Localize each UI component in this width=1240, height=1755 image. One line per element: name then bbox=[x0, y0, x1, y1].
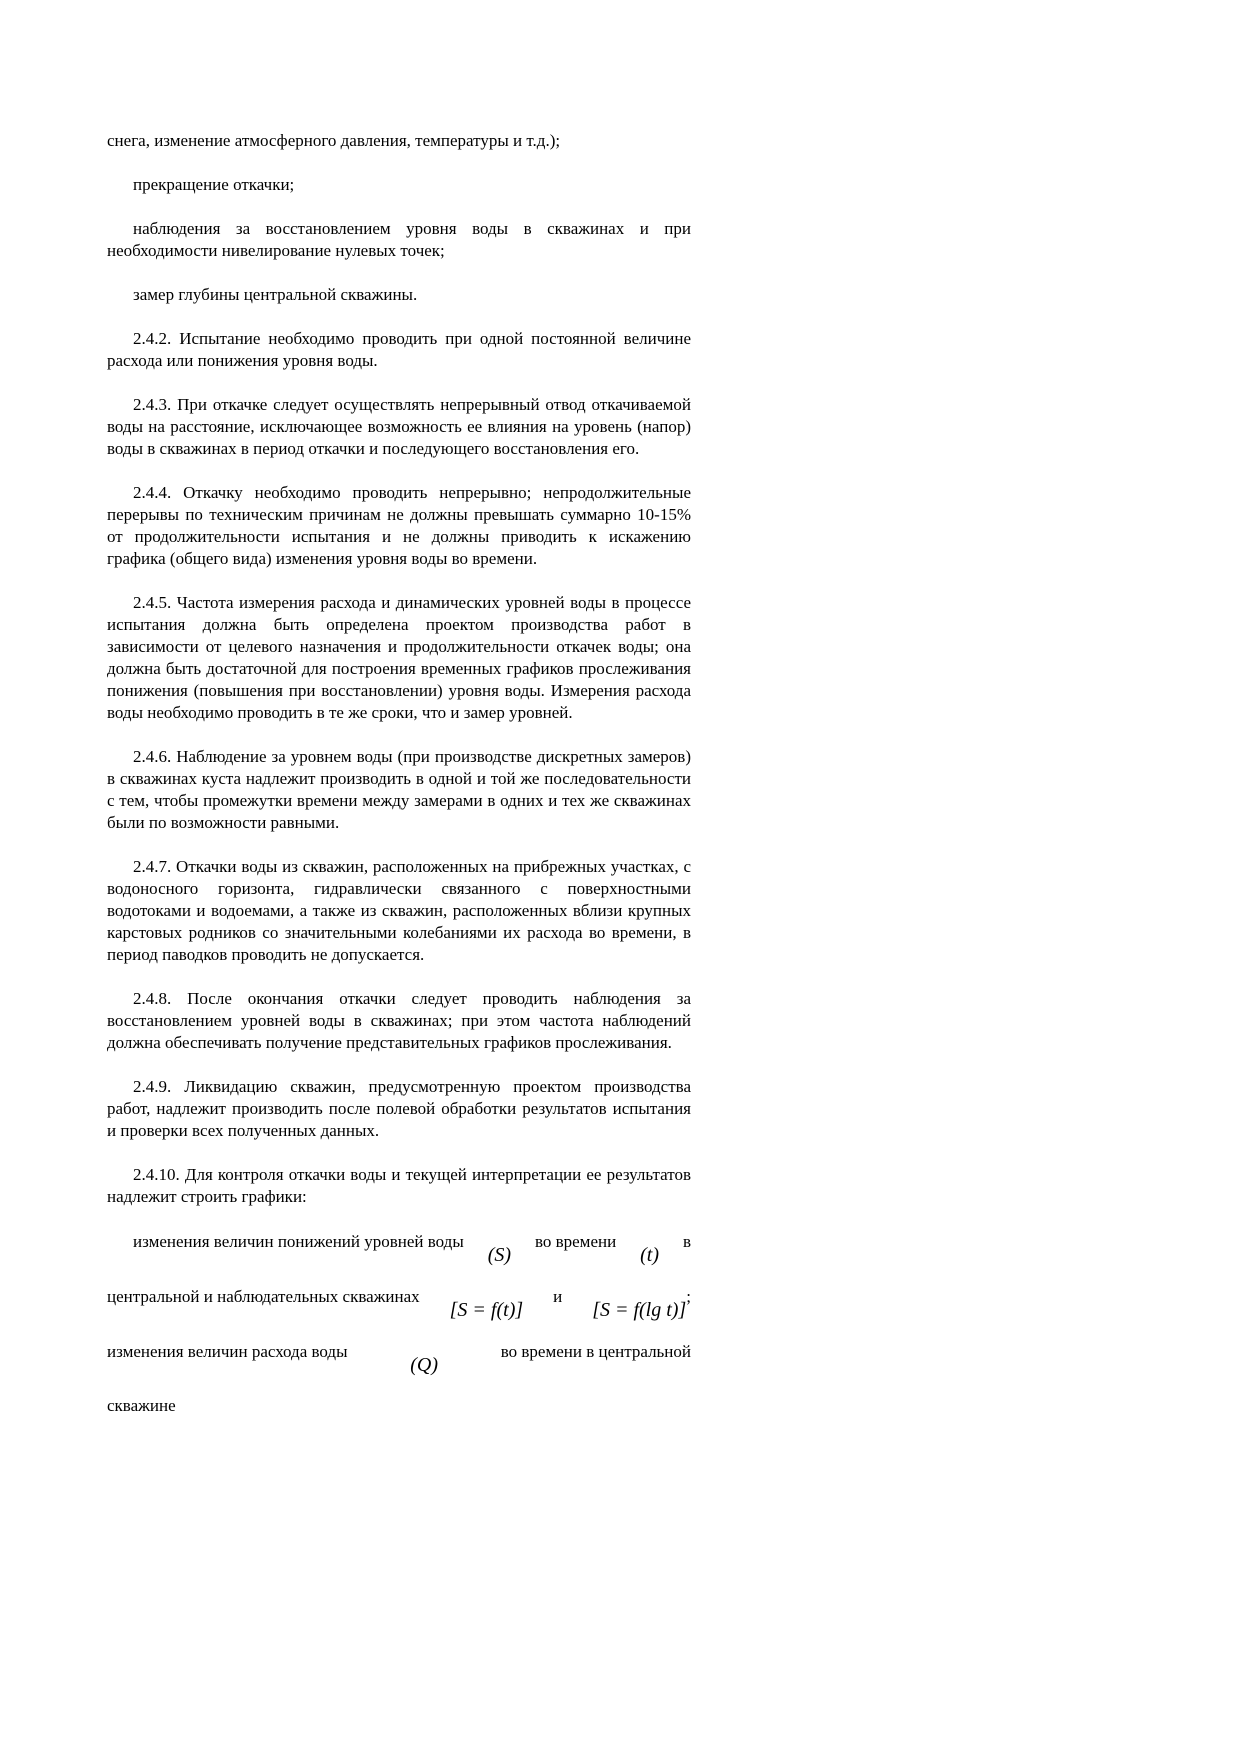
paragraph-2-4-6: 2.4.6. Наблюдение за уровнем воды (при производстве дискретных замеров) в скважинах куста надлежит производить в одной и той же последовательности с тем, чтобы промежутки времени между замерами в одних и тех же скважинах были по возможности равными. bbox=[107, 747, 691, 832]
formula-line-2 bbox=[107, 1285, 691, 1321]
paragraph-2-4-3: 2.4.3. При откачке следует осуществлять непрерывный отвод откачиваемой воды на расстояние, исключающее возможность ее влияния на уровень (напор) воды в скважинах в период откачки и последующего восстановления его. bbox=[107, 395, 691, 458]
formula-line-1-text: изменения величин понижений уровней воды bbox=[133, 1232, 464, 1251]
text-column bbox=[107, 130, 691, 1417]
formula-t: (t) bbox=[640, 1244, 660, 1266]
formula-line-2-semicolon: ; bbox=[686, 1287, 691, 1306]
paragraph-2-4-7: 2.4.7. Откачки воды из скважин, расположенных на прибрежных участках, с водоносного горизонта, гидравлически связанного с поверхностными водотоками и водоемами, а также из скважин, расположенных вблизи крупных карстовых родников со значительными колебаниями их расхода во времени, в период паводков проводить не допускается. bbox=[107, 857, 691, 964]
paragraph-2-4-9: 2.4.9. Ликвидацию скважин, предусмотренную проектом производства работ, надлежит производить после полевой обработки результатов испытания и проверки всех полученных данных. bbox=[107, 1077, 691, 1140]
formula-line-1-text-2: во времени bbox=[534, 1232, 617, 1251]
paragraph-2-4-4: 2.4.4. Откачку необходимо проводить непрерывно; непродолжительные перерывы по техническим причинам не должны превышать суммарно 10-15% от продолжительности испытания и не должны приводить к искажению графика (общего вида) изменения уровня воды во времени. bbox=[107, 483, 691, 568]
formula-line-3-text-2: во времени в центральной bbox=[500, 1342, 691, 1361]
formula-line-4-text: скважине bbox=[107, 1396, 176, 1415]
paragraph-list-item: замер глубины центральной скважины. bbox=[133, 285, 418, 304]
paragraph-2-4-5: 2.4.5. Частота измерения расхода и динамических уровней воды в процессе испытания должна быть определена проектом производства работ в зависимости от целевого назначения и продолжительности откачек воды; она должна быть достаточной для построения временных графиков прослеживания понижения (повышения при восстановлении) уровня воды. Измерения расхода воды необходимо проводить в те же сроки, что и замер уровней. bbox=[107, 593, 691, 722]
paragraph-list-item: наблюдения за восстановлением уровня воды в скважинах и при необходимости нивелирование нулевых точек; bbox=[107, 219, 691, 260]
formula-q: (Q) bbox=[410, 1354, 438, 1376]
formula-s: (S) bbox=[487, 1244, 512, 1266]
formula-line-2-text: центральной и наблюдательных скважинах bbox=[107, 1287, 420, 1306]
paragraph-2-4-10: 2.4.10. Для контроля откачки воды и текущей интерпретации ее результатов надлежит строить графики: bbox=[107, 1165, 691, 1206]
paragraph-continuation: снега, изменение атмосферного давления, температуры и т.д.); bbox=[107, 131, 561, 150]
formula-line-3 bbox=[107, 1340, 691, 1376]
formula-line-2-conjunction: и bbox=[553, 1287, 563, 1306]
paragraph-2-4-2: 2.4.2. Испытание необходимо проводить при одной постоянной величине расхода или понижения уровня воды. bbox=[107, 329, 691, 370]
formula-line-1-text-3: в bbox=[682, 1232, 691, 1251]
formula-s-equals-f-t: [S = f(t)] bbox=[449, 1299, 524, 1321]
formula-line-1 bbox=[107, 1230, 691, 1266]
paragraph-list-item: прекращение откачки; bbox=[133, 175, 295, 194]
formula-group bbox=[592, 1285, 691, 1321]
formula-line-3-text: изменения величин расхода воды bbox=[107, 1342, 348, 1361]
formula-s-equals-f-lg-t: [S = f(lg t)] bbox=[592, 1299, 687, 1321]
paragraph-2-4-8: 2.4.8. После окончания откачки следует проводить наблюдения за восстановлением уровней воды в скважинах; при этом частота наблюдений должна обеспечивать получение представительных графиков прослеживания. bbox=[107, 989, 691, 1052]
